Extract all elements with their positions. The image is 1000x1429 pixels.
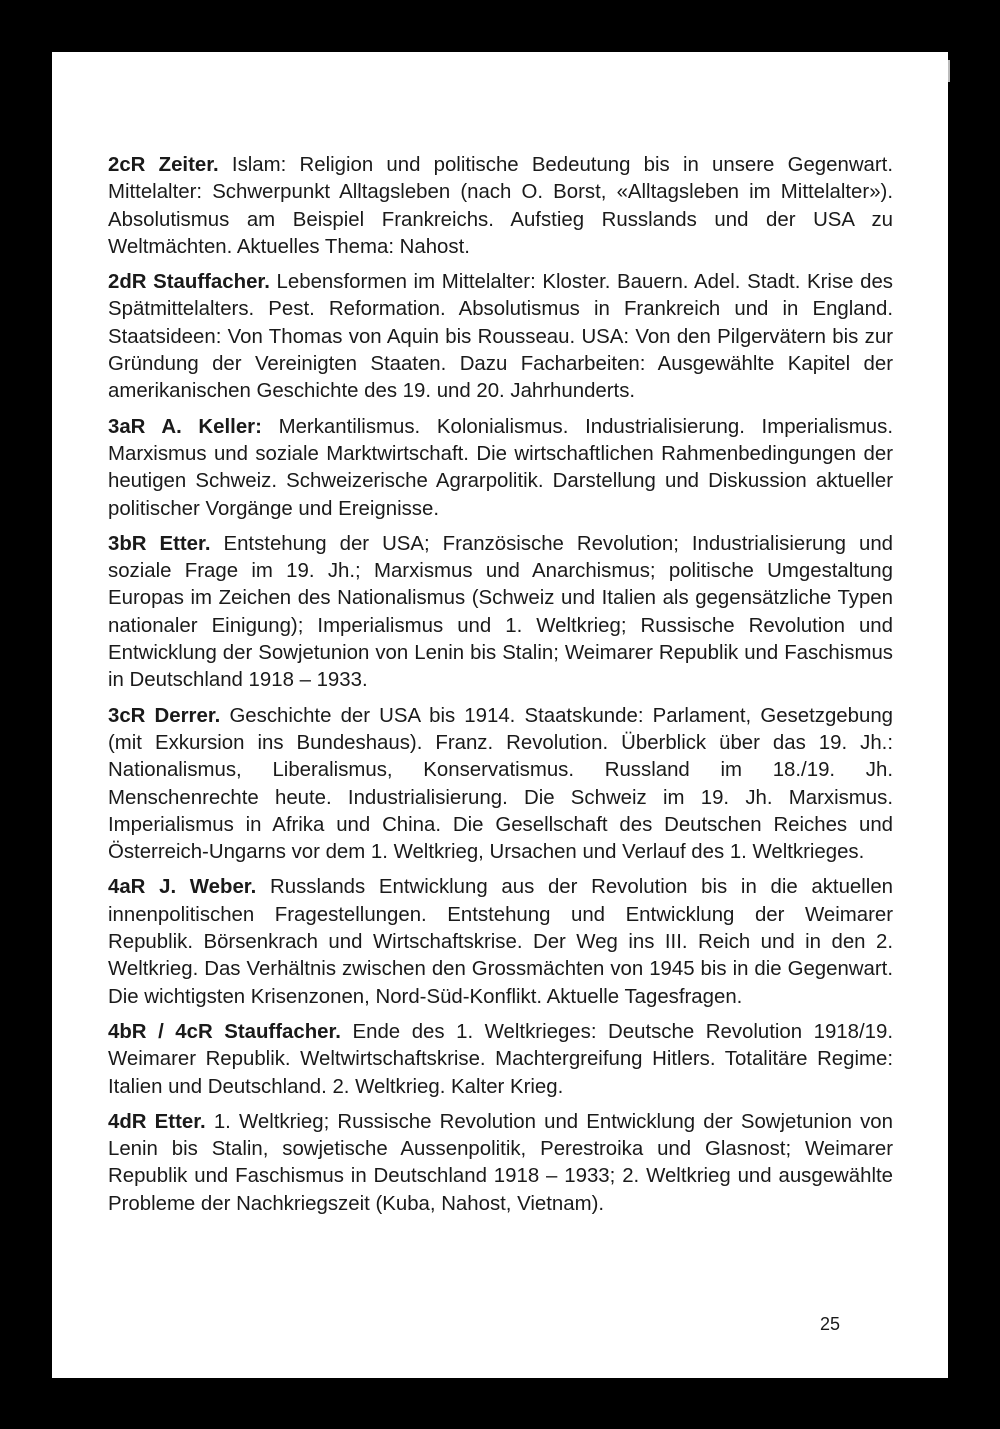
entry-4dR <box>108 1109 893 1218</box>
entry-text: Merkantilismus. Kolonialismus. Industrialisierung. Imperialismus. Marxismus und soziale Marktwirtschaft. Die wirtschaftlichen Rahmenbedingungen der heutigen Schweiz. Schweizerische Agrarpolitik. Darstellung und Diskussion aktueller politischer Vorgänge und Ereignisse. <box>108 415 893 520</box>
entry-4bR-4cR <box>108 1019 893 1101</box>
entry-2cR <box>108 152 893 261</box>
entry-text: Entstehung der USA; Französische Revolution; Industrialisierung und soziale Frage im 19. Jh.; Marxismus und Anarchismus; politische Umgestaltung Europas im Zeichen des Nationalismus (Schweiz und Italien als gegensätzliche Typen nationaler Einigung); Imperialismus und 1. Weltkrieg; Russische Revolution und Entwicklung der Sowjetunion von Lenin bis Stalin; Weimarer Republik und Faschismus in Deutschland 1918 – 1933. <box>108 532 893 692</box>
entry-text: Geschichte der USA bis 1914. Staatskunde: Parlament, Gesetzgebung (mit Exkursion ins Bundeshaus). Franz. Revolution. Überblick über das 19. Jh.: Nationalismus, Liberalismus, Konservatismus. Russland im 18./19. Jh. Menschenrechte heute. Industrialisierung. Die Schweiz im 19. Jh. Marxismus. Imperialismus in Afrika und China. Die Gesellschaft des Deutschen Reiches und Österreich-Ungarns vor dem 1. Weltkrieg, Ursachen und Verlauf des 1. Weltkrieges. <box>108 704 893 864</box>
entry-text: 1. Weltkrieg; Russische Revolution und Entwicklung der Sowjetunion von Lenin bis Stalin, sowjetische Aussenpolitik, Perestroika und Glasnost; Weimarer Republik und Faschismus in Deutschland 1918 – 1933; 2. Weltkrieg und ausgewählte Probleme der Nachkriegszeit (Kuba, Nahost, Vietnam). <box>108 1110 893 1215</box>
page-number: 25 <box>819 1314 840 1334</box>
entry-label: 2cR Zeiter. <box>108 154 219 176</box>
entry-label: 4aR J. Weber. <box>108 876 257 899</box>
course-list <box>108 152 893 1226</box>
entry-label: 4bR / 4cR Stauffacher. <box>108 1020 341 1043</box>
entry-text: Islam: Religion und politische Bedeutung bis in unsere Gegenwart. Mittelalter: Schwerpunkt Alltagsleben (nach O. Borst, «Alltagsleben im Mittelalter»). Absolutismus am Beispiel Frankreichs. Aufstieg Russlands und der USA zu Weltmächten. Aktuelles Thema: Nahost. <box>108 154 894 258</box>
document-page <box>52 52 948 1378</box>
entry-4aR <box>108 874 893 1010</box>
entry-text: Ende des 1. Weltkrieges: Deutsche Revolution 1918/19. Weimarer Republik. Weltwirtschaftskrise. Machtergreifung Hitlers. Totalitäre Regime: Italien und Deutschland. 2. Weltkrieg. Kalter Krieg. <box>108 1020 894 1098</box>
entry-label: 3cR Derrer. <box>108 704 221 727</box>
entry-3bR <box>108 531 893 695</box>
entry-2dR <box>108 269 893 405</box>
scan-edge-mark <box>948 60 950 82</box>
entry-3cR <box>108 703 893 867</box>
entry-label: 4dR Etter. <box>108 1110 206 1133</box>
entry-3aR <box>108 414 893 523</box>
entry-label: 3bR Etter. <box>108 532 211 555</box>
entry-text: Lebensformen im Mittelalter: Kloster. Bauern. Adel. Stadt. Krise des Spätmittelalters. Pest. Reformation. Absolutismus in Frankreich und in England. Staatsideen: Von Thomas von Aquin bis Rousseau. USA: Von den Pilgervätern bis zur Gründung der Vereinigten Staaten. Dazu Facharbeiten: Ausgewählte Kapitel der amerikanischen Geschichte des 19. und 20. Jahrhunderts. <box>108 271 894 403</box>
entry-label: 3aR A. Keller: <box>108 415 262 438</box>
entry-label: 2dR Stauffacher. <box>108 271 270 294</box>
entry-text: Russlands Entwicklung aus der Revolution bis in die aktuellen innenpolitischen Fragestellungen. Entstehung und Entwicklung der Weimarer Republik. Börsenkrach und Wirtschaftskrise. Der Weg ins III. Reich und in den 2. Weltkrieg. Das Verhältnis zwischen den Grossmächten von 1945 bis in die Gegenwart. Die wichtigsten Krisenzonen, Nord-Süd-Konflikt. Aktuelle Tagesfragen. <box>108 876 894 1008</box>
